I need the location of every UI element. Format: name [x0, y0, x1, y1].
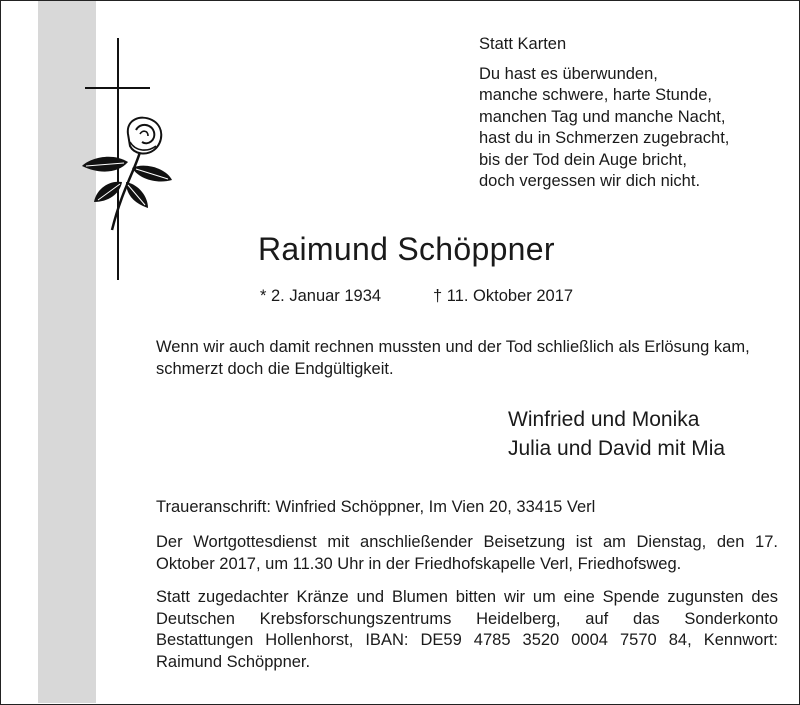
memorial-text: Wenn wir auch damit rechnen mussten und der Tod schließlich als Erlösung kam, schmerzt doch die Endgültigkeit. — [156, 338, 750, 378]
family-line: Julia und David mit Mia — [508, 437, 726, 460]
poem-line: manche schwere, harte Stunde, — [479, 86, 712, 104]
poem-line: manchen Tag und manche Nacht, — [479, 107, 726, 126]
death-date: † 11. Oktober 2017 — [433, 287, 574, 305]
service-info: Der Wortgottesdienst mit anschließender Beisetzung ist am Dienstag, den 17. Oktober 2017, um 11.30 Uhr in der Friedhofskapelle Verl, Friedhofsweg. — [156, 533, 778, 573]
poem-block — [479, 34, 729, 193]
statt-karten: Statt Karten — [479, 35, 567, 53]
deceased-name: Raimund Schöppner — [258, 231, 555, 267]
family-names — [508, 405, 725, 463]
donation-info: Statt zugedachter Kränze und Blumen bitten wir um eine Spende zugunsten des Deutschen Krebsforschungszentrums Heidelberg, auf das Sonderkonto Bestattungen Hollenhorst, IBAN: DE59 4785 3520 0004 7570 84, Kennwort: Raimund Schöppner. — [156, 588, 778, 671]
poem-line: hast du in Schmerzen zugebracht, — [479, 129, 730, 147]
rose-icon — [78, 112, 174, 232]
poem-line: Du hast es überwunden, — [479, 64, 658, 83]
decorative-sidebar — [38, 1, 96, 703]
family-line: Winfried und Monika — [508, 408, 700, 431]
poem-line: doch vergessen wir dich nicht. — [479, 172, 701, 190]
mourning-address: Traueranschrift: Winfried Schöppner, Im Vien 20, 33415 Verl — [156, 498, 596, 516]
poem-line: bis der Tod dein Auge bricht, — [479, 150, 687, 169]
birth-date: * 2. Januar 1934 — [260, 287, 382, 305]
